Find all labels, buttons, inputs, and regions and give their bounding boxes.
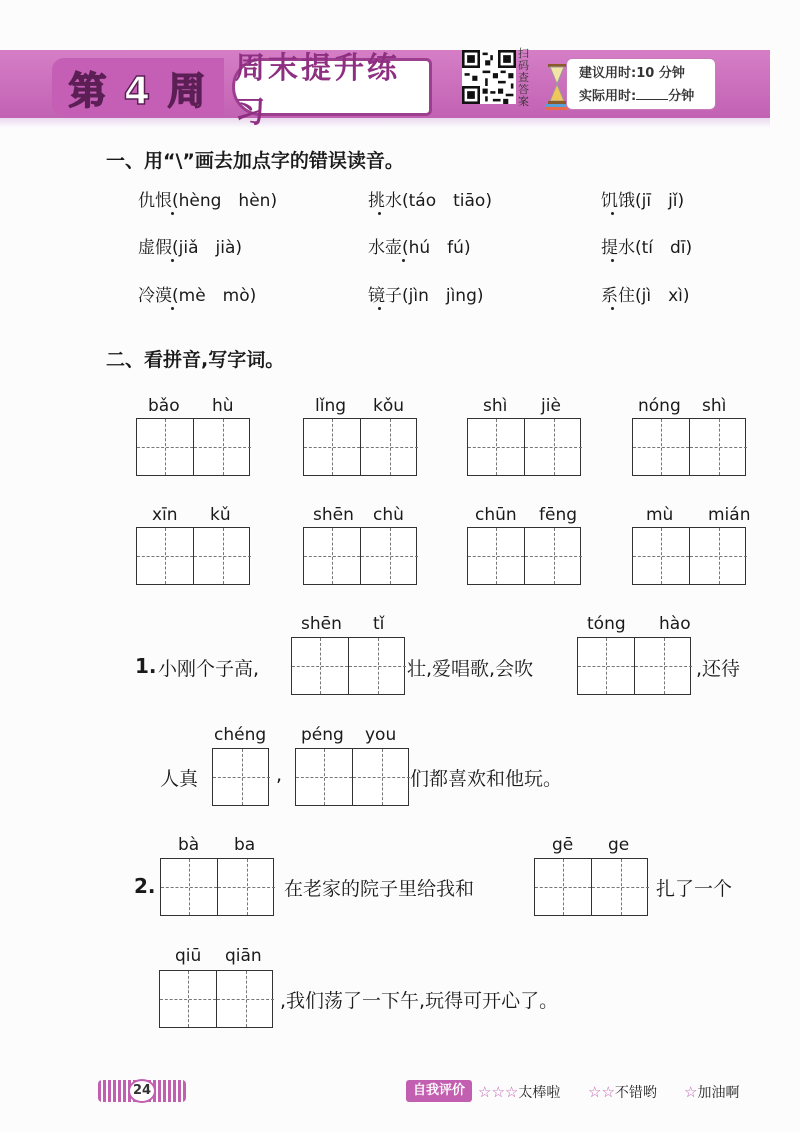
sentence-text: 们都喜欢和他玩。 [410,768,563,790]
pinyin-label: xīn [152,505,178,525]
guide-line [554,419,555,475]
grid-cell[interactable] [361,419,418,475]
guide-line [719,419,720,475]
pinyin-label: chù [373,505,404,525]
guide-line [382,749,383,805]
question-number: 2. [134,874,156,898]
pinyin-label: péng [301,725,344,745]
pinyin-item[interactable]: 提水(tí dī) [601,238,693,258]
grid-cell[interactable] [353,749,410,805]
guide-line [223,528,224,584]
grid-cell[interactable] [525,528,582,584]
pinyin-label: hù [212,396,234,416]
guide-line [390,419,391,475]
suggested-time-value: 10 分钟 [636,66,685,81]
grid-cell[interactable] [349,638,406,694]
suggested-time-label: 建议用时: [579,66,637,81]
sentence-text: 在老家的院子里给我和 [284,878,475,900]
title-pill [232,51,432,130]
week-badge [52,58,224,116]
sentence-text: 人真 [160,768,199,790]
writing-grid[interactable] [577,637,691,695]
rating-excellent[interactable]: ☆☆☆太棒啦 [478,1083,561,1101]
sentence-text: 小刚个子高, [158,658,260,680]
emphasis-dot [611,212,614,215]
hourglass-icon [546,64,568,110]
pinyin-label: bà [178,835,200,855]
guide-line [606,638,607,694]
guide-line [188,971,189,1027]
section2-title: 二、看拼音,写字词。 [106,349,285,371]
grid-cell[interactable] [635,638,692,694]
guide-line [661,528,662,584]
page-number: 24 [128,1079,156,1103]
grid-cell[interactable] [468,419,525,475]
actual-time-unit: 分钟 [668,89,695,104]
writing-grid[interactable] [534,858,648,916]
emphasis-dot [171,259,174,262]
pinyin-item[interactable]: 冷漠(mè mò) [138,286,257,306]
pinyin-label: mù [646,505,674,525]
page-title: 周末提升练习 [235,51,400,130]
emphasis-dot [611,259,614,262]
guide-line [390,528,391,584]
guide-line [165,419,166,475]
pinyin-label: jiè [541,396,561,416]
grid-cell[interactable] [217,971,274,1027]
writing-grid[interactable] [212,748,269,806]
star-icon: ☆ [684,1083,698,1101]
grid-cell[interactable] [160,971,217,1027]
grid-cell[interactable] [161,859,218,915]
grid-cell[interactable] [633,528,690,584]
grid-cell[interactable] [592,859,649,915]
writing-grid[interactable] [159,970,273,1028]
guide-line [320,638,321,694]
grid-cell[interactable] [578,638,635,694]
guide-line [554,528,555,584]
grid-cell[interactable] [137,419,194,475]
pinyin-label: shēn [301,614,342,634]
guide-line [496,528,497,584]
guide-line [621,859,622,915]
grid-cell[interactable] [468,528,525,584]
sentence-text: ,还待 [696,658,741,680]
guide-line [324,749,325,805]
pinyin-label: mián [708,505,751,525]
sentence-text: , [276,764,283,786]
pinyin-item[interactable]: 仇恨(hèng hèn) [138,191,278,211]
pinyin-label: gē [552,835,574,855]
grid-cell[interactable] [194,419,251,475]
grid-cell[interactable] [525,419,582,475]
grid-cell[interactable] [690,419,747,475]
grid-cell[interactable] [137,528,194,584]
writing-grid[interactable] [136,527,250,585]
emphasis-dot [171,307,174,310]
pinyin-label: shēn [313,505,354,525]
grid-cell[interactable] [361,528,418,584]
question-number: 1. [135,654,157,678]
grid-cell[interactable] [535,859,592,915]
pinyin-label: shì [483,396,508,416]
qr-code-icon[interactable] [462,50,516,104]
week-label: 第 4 周 [68,68,208,113]
pinyin-label: chéng [214,725,267,745]
grid-cell[interactable] [304,528,361,584]
emphasis-dot [402,259,405,262]
writing-grid[interactable] [632,527,746,585]
pinyin-label: qiān [225,946,262,966]
emphasis-dot [171,212,174,215]
pinyin-item[interactable]: 虚假(jiǎ jià) [138,238,242,258]
sentence-text: 壮,爱唱歌,会吹 [407,658,534,680]
actual-time-label: 实际用时: [579,89,637,104]
time-box [566,58,716,110]
guide-line [332,419,333,475]
section1-title: 一、用“\”画去加点字的错误读音。 [106,150,404,172]
self-eval-label: 自我评价 [406,1080,472,1102]
emphasis-dot [611,307,614,310]
grid-cell[interactable] [194,528,251,584]
emphasis-dot [378,212,381,215]
pinyin-label: fēng [539,505,578,525]
guide-line [378,638,379,694]
guide-line [246,971,247,1027]
pinyin-label: bǎo [148,396,180,416]
pinyin-item[interactable]: 系住(jì xì) [601,286,690,306]
pinyin-label: tǐ [373,614,385,634]
pinyin-label: kǒu [373,396,405,416]
emphasis-dot [378,307,381,310]
pinyin-label: chūn [475,505,517,525]
pinyin-item[interactable]: 饥饿(jī jǐ) [601,191,685,211]
grid-cell[interactable] [213,749,270,805]
pinyin-label: shì [702,396,727,416]
guide-line [664,638,665,694]
pinyin-label: kǔ [210,505,231,525]
guide-line [332,528,333,584]
guide-line [189,859,190,915]
guide-line [563,859,564,915]
grid-cell[interactable] [304,419,361,475]
grid-cell[interactable] [218,859,275,915]
guide-line [247,859,248,915]
guide-line [496,419,497,475]
writing-grid[interactable] [467,527,581,585]
pinyin-item[interactable]: 挑水(táo tiāo) [368,191,492,211]
writing-grid[interactable] [291,637,405,695]
rating-keep-going[interactable]: ☆加油啊 [684,1083,740,1101]
pinyin-item[interactable]: 镜子(jìn jìng) [368,286,484,306]
grid-cell[interactable] [633,419,690,475]
writing-grid[interactable] [303,418,417,476]
qr-caption: 扫码查答案 [518,47,529,108]
writing-grid[interactable] [160,858,274,916]
star-icon: ☆☆☆ [478,1083,519,1101]
writing-grid[interactable] [632,418,746,476]
guide-line [165,528,166,584]
writing-grid[interactable] [295,748,409,806]
guide-line [719,528,720,584]
rating-good[interactable]: ☆☆不错哟 [588,1083,657,1101]
star-icon: ☆☆ [588,1083,615,1101]
pinyin-label: hào [659,614,691,634]
pinyin-label: tóng [587,614,626,634]
pinyin-item[interactable]: 水壶(hú fú) [368,238,471,258]
pinyin-label: ge [608,835,630,855]
actual-time-blank[interactable] [636,85,668,100]
guide-line [242,749,243,805]
guide-line [223,419,224,475]
writing-grid[interactable] [136,418,250,476]
grid-cell[interactable] [292,638,349,694]
sentence-text: 扎了一个 [656,878,733,900]
pinyin-label: lǐng [315,396,347,416]
guide-line [661,419,662,475]
pinyin-label: you [365,725,397,745]
grid-cell[interactable] [296,749,353,805]
grid-cell[interactable] [690,528,747,584]
writing-grid[interactable] [467,418,581,476]
pinyin-label: qiū [175,946,202,966]
pinyin-label: ba [234,835,256,855]
writing-grid[interactable] [303,527,417,585]
sentence-text: ,我们荡了一下午,玩得可开心了。 [280,990,559,1012]
pinyin-label: nóng [638,396,681,416]
